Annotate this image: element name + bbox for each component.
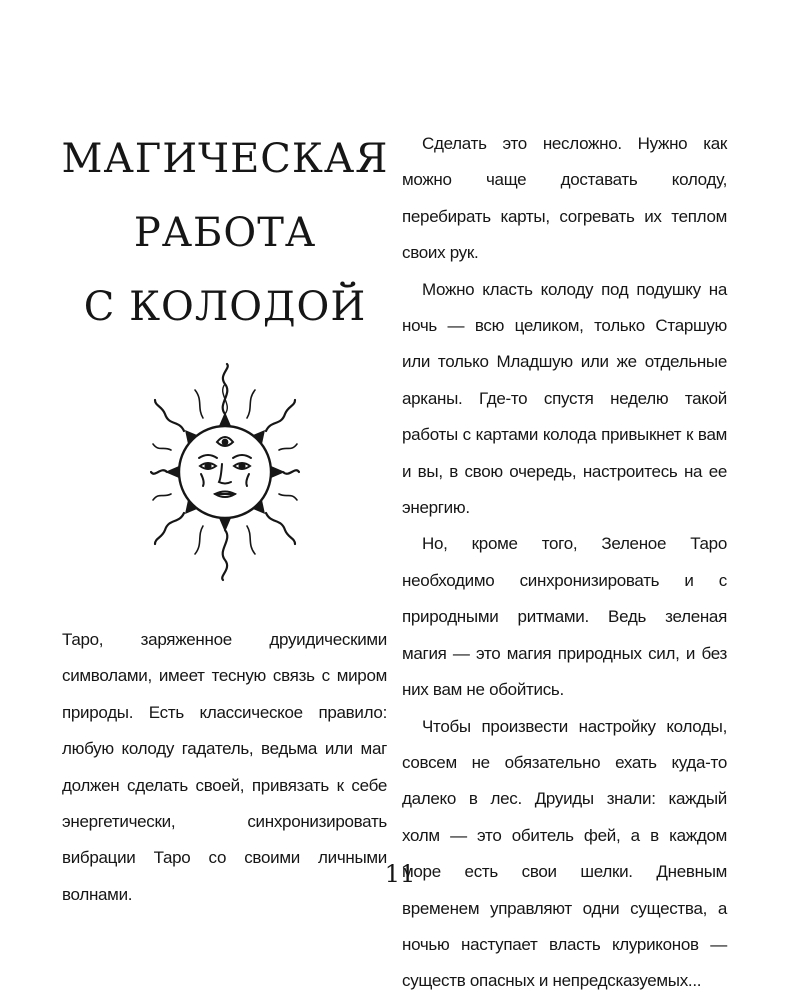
left-paragraph: Таро, заряженное друидическими символами, имеет тесную связь с миром природы. Есть классическое правило: любую колоду гадатель, ведьма или маг должен сделать своей, привязать к себе энергетически, синхронизировать вибрации Таро со своими личными волнами.	[62, 630, 387, 904]
sun-face-icon	[150, 362, 300, 582]
right-paragraph-3: Но, кроме того, Зеленое Таро необходимо синхронизировать и с природными ритмами. Ведь зеленая магия — это магия природных сил, и без них вам не обойтись.	[402, 534, 727, 700]
right-paragraph-4: Чтобы произвести настройку колоды, совсем не обязательно ехать куда-то далеко в лес. Друиды знали: каждый холм — это обитель фей, а в каждом море есть свои шелки. Дневным временем управляют одни существа, а ночью наступает власть клуриконов — существ опасных и непредсказуемых...	[402, 716, 727, 991]
page-number: 11	[384, 860, 416, 888]
title-line-1: МАГИЧЕСКАЯ	[61, 136, 389, 182]
title-line-2: РАБОТА	[133, 210, 317, 256]
right-paragraph-2: Можно класть колоду под подушку на ночь — всю целиком, только Старшую или только Младшую или же отдельные арканы. Где-то спустя неделю такой работы с картами колода привыкнет к вам и вы, в свою очередь, настроитесь на ее энергию.	[402, 279, 727, 518]
title-line-3: С КОЛОДОЙ	[83, 284, 367, 330]
right-paragraph-1: Сделать это несложно. Нужно как можно чаще доставать колоду, перебирать карты, согревать их теплом своих рук.	[402, 134, 727, 263]
right-column	[402, 126, 727, 1000]
chapter-title	[60, 122, 390, 344]
